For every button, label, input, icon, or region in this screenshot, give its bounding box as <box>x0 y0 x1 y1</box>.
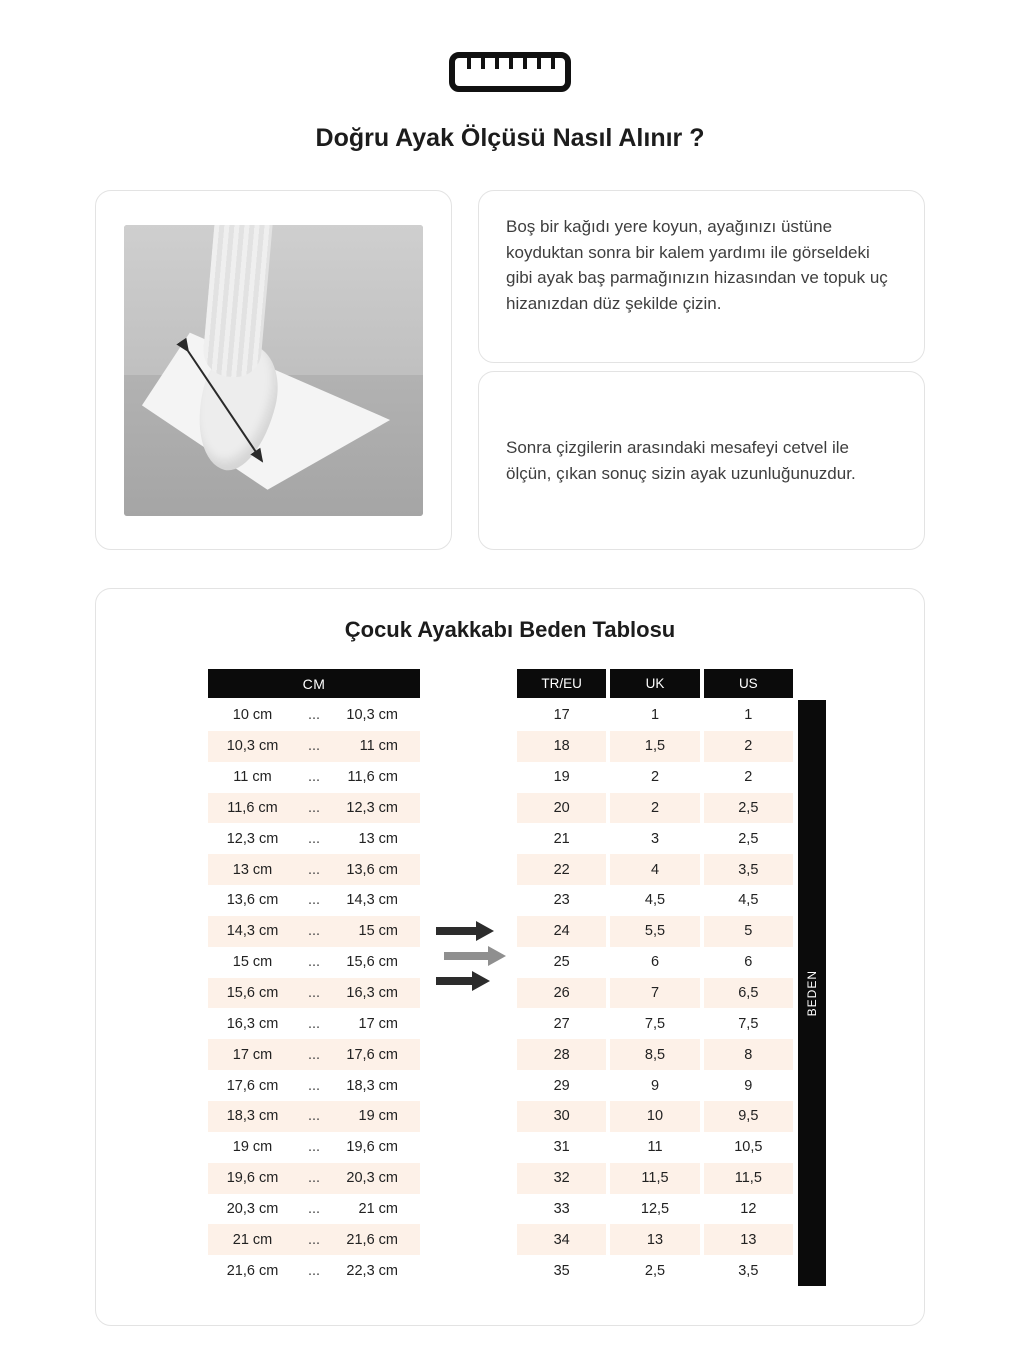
cm-to-value: 20,3 cm <box>346 1170 398 1187</box>
size-column-header: US <box>704 669 793 698</box>
uk-value: 8,5 <box>610 1039 699 1070</box>
size-table-row <box>517 1132 793 1163</box>
cm-from-value: 14,3 cm <box>226 923 279 940</box>
tr-eu-value: 28 <box>517 1039 606 1070</box>
cm-from-value: 15 cm <box>232 954 273 971</box>
range-separator: ... <box>307 1200 321 1217</box>
us-value: 3,5 <box>738 1262 759 1279</box>
size-table-row <box>517 885 793 916</box>
cm-to-value: 15,6 cm <box>346 954 398 971</box>
tr-eu-value: 17 <box>553 707 570 724</box>
tr-eu-value: 18 <box>517 731 606 762</box>
instruction-card-draw <box>478 190 925 363</box>
us-value: 2 <box>704 731 793 762</box>
cm-table-row <box>208 793 420 824</box>
cm-table-body <box>208 700 420 1286</box>
cm-to-value: 13,6 cm <box>346 861 398 878</box>
range-separator: ... <box>307 738 321 755</box>
size-table-title: Çocuk Ayakkabı Beden Tablosu <box>344 617 676 642</box>
tr-eu-value: 34 <box>517 1224 606 1255</box>
us-value: 7,5 <box>738 1015 759 1032</box>
us-value: 8 <box>704 1039 793 1070</box>
range-separator: ... <box>307 1231 321 1248</box>
cm-from-value: 10 cm <box>232 707 273 724</box>
cm-to-value: 13 cm <box>358 830 398 847</box>
range-separator: ... <box>307 1077 321 1094</box>
range-separator: ... <box>307 799 321 816</box>
uk-value: 7 <box>610 978 699 1009</box>
size-table-row <box>517 793 793 824</box>
ruler-icon <box>449 52 571 97</box>
cm-from-value: 10,3 cm <box>226 738 279 755</box>
cm-from-value: 19 cm <box>232 1139 273 1156</box>
size-column-header: TR/EU <box>517 669 606 698</box>
cm-to-value: 21,6 cm <box>346 1231 398 1248</box>
tr-eu-value: 25 <box>553 954 570 971</box>
cm-table-row <box>208 1255 420 1286</box>
uk-value: 2,5 <box>644 1262 666 1279</box>
uk-value: 1,5 <box>610 731 699 762</box>
tr-eu-value: 35 <box>553 1262 570 1279</box>
range-separator: ... <box>307 707 321 724</box>
range-separator: ... <box>307 954 321 971</box>
us-value: 9 <box>744 1077 753 1094</box>
uk-value: 3 <box>650 830 660 847</box>
us-value: 11,5 <box>704 1163 793 1194</box>
range-separator: ... <box>307 1262 321 1279</box>
cm-table-row <box>208 731 420 762</box>
us-value: 1 <box>744 707 753 724</box>
cm-table-row <box>208 885 420 916</box>
uk-value: 7,5 <box>644 1015 666 1032</box>
tr-eu-value: 23 <box>553 892 570 909</box>
uk-value: 10 <box>610 1101 699 1132</box>
uk-value: 6 <box>650 954 660 971</box>
uk-value: 11 <box>647 1139 663 1156</box>
cm-from-value: 11,6 cm <box>227 799 278 816</box>
size-table-row <box>517 1039 793 1070</box>
tr-eu-value: 20 <box>517 793 606 824</box>
cm-to-value: 18,3 cm <box>346 1077 398 1094</box>
us-value: 12 <box>740 1200 757 1217</box>
size-table-body <box>517 700 793 1286</box>
transfer-arrows-icon <box>436 919 508 998</box>
size-table-row <box>517 1194 793 1225</box>
size-table-row <box>517 1008 793 1039</box>
cm-from-value: 21 cm <box>232 1231 273 1248</box>
tr-eu-value: 26 <box>517 978 606 1009</box>
range-separator: ... <box>307 892 321 909</box>
foot-on-paper-image <box>124 225 423 516</box>
size-column-header: UK <box>610 669 699 698</box>
range-separator: ... <box>307 1015 321 1032</box>
tr-eu-value: 22 <box>517 854 606 885</box>
us-value: 9,5 <box>704 1101 793 1132</box>
cm-from-value: 21,6 cm <box>226 1262 279 1279</box>
size-table-card <box>95 588 925 1326</box>
beden-label: BEDEN <box>805 969 819 1017</box>
uk-value: 11,5 <box>610 1163 699 1194</box>
uk-value: 2 <box>650 769 660 786</box>
tr-eu-value: 21 <box>553 830 570 847</box>
cm-table-row <box>208 823 420 854</box>
tr-eu-value: 33 <box>553 1200 570 1217</box>
cm-from-value: 13 cm <box>232 861 273 878</box>
cm-table-row <box>208 1163 420 1194</box>
cm-table-row <box>208 854 420 885</box>
size-table-header <box>517 669 793 698</box>
us-value: 5 <box>704 916 793 947</box>
cm-to-value: 17 cm <box>358 1015 398 1032</box>
cm-to-value: 19 cm <box>358 1108 398 1125</box>
range-separator: ... <box>307 923 321 940</box>
tr-eu-value: 19 <box>553 769 570 786</box>
uk-value: 2 <box>610 793 699 824</box>
instruction-text-measure: Sonra çizgilerin arasındaki mesafeyi cetvel ile ölçün, çıkan sonuç sizin ayak uzunluğunuzdur. <box>506 438 856 483</box>
uk-value: 5,5 <box>610 916 699 947</box>
size-table-row <box>517 1070 793 1101</box>
size-table-row <box>517 1224 793 1255</box>
us-value: 2,5 <box>704 793 793 824</box>
cm-from-value: 20,3 cm <box>226 1200 279 1217</box>
us-value: 6,5 <box>704 978 793 1009</box>
cm-column-header: CM <box>208 669 420 698</box>
tr-eu-value: 27 <box>553 1015 570 1032</box>
size-table-row <box>517 1101 793 1132</box>
uk-value: 1 <box>650 707 660 724</box>
range-separator: ... <box>307 861 321 878</box>
size-table-row <box>517 1163 793 1194</box>
size-table-row <box>517 947 793 978</box>
us-value: 6 <box>744 954 753 971</box>
beden-side-bar <box>798 700 826 1286</box>
cm-from-value: 12,3 cm <box>226 830 279 847</box>
us-value: 3,5 <box>704 854 793 885</box>
size-table-row <box>517 762 793 793</box>
tr-eu-value: 29 <box>553 1077 570 1094</box>
cm-table-row <box>208 1194 420 1225</box>
cm-table-row <box>208 1101 420 1132</box>
uk-value: 4 <box>610 854 699 885</box>
cm-from-value: 15,6 cm <box>226 985 279 1002</box>
cm-to-value: 11,6 cm <box>347 769 398 786</box>
cm-to-value: 16,3 cm <box>346 985 398 1002</box>
cm-to-value: 17,6 cm <box>346 1046 398 1063</box>
cm-table-row <box>208 762 420 793</box>
uk-value: 4,5 <box>644 892 666 909</box>
tr-eu-value: 31 <box>553 1139 570 1156</box>
cm-table-row <box>208 1132 420 1163</box>
range-separator: ... <box>307 1170 321 1187</box>
cm-table-row <box>208 1039 420 1070</box>
cm-to-value: 19,6 cm <box>346 1139 398 1156</box>
tr-eu-value: 30 <box>517 1101 606 1132</box>
tr-eu-value: 32 <box>517 1163 606 1194</box>
measurement-arrow <box>124 225 423 516</box>
uk-value: 13 <box>610 1224 699 1255</box>
range-separator: ... <box>307 830 321 847</box>
cm-table-row <box>208 1070 420 1101</box>
range-separator: ... <box>307 1108 321 1125</box>
size-table-row <box>517 916 793 947</box>
size-table-row <box>517 978 793 1009</box>
cm-to-value: 10,3 cm <box>346 707 398 724</box>
tr-eu-value: 24 <box>517 916 606 947</box>
size-table-row <box>517 854 793 885</box>
cm-from-value: 16,3 cm <box>226 1015 279 1032</box>
instruction-card-measure <box>478 371 925 550</box>
cm-table-row <box>208 1008 420 1039</box>
size-table-row <box>517 731 793 762</box>
cm-to-value: 22,3 cm <box>346 1262 398 1279</box>
cm-table-row <box>208 700 420 731</box>
cm-table-row <box>208 978 420 1009</box>
us-value: 2 <box>744 769 753 786</box>
cm-to-value: 15 cm <box>358 923 398 940</box>
us-value: 10,5 <box>734 1139 763 1156</box>
cm-from-value: 18,3 cm <box>226 1108 279 1125</box>
cm-to-value: 11 cm <box>359 738 398 755</box>
cm-table-row <box>208 1224 420 1255</box>
cm-to-value: 12,3 cm <box>346 799 398 816</box>
foot-measure-photo-card <box>95 190 452 550</box>
size-table-row <box>517 823 793 854</box>
cm-from-value: 17 cm <box>232 1046 273 1063</box>
size-table-row <box>517 700 793 731</box>
cm-to-value: 14,3 cm <box>346 892 398 909</box>
us-value: 2,5 <box>738 830 759 847</box>
size-table-row <box>517 1255 793 1286</box>
page-title: Doğru Ayak Ölçüsü Nasıl Alınır ? <box>315 124 705 152</box>
cm-from-value: 17,6 cm <box>226 1077 279 1094</box>
range-separator: ... <box>307 1139 321 1156</box>
cm-from-value: 19,6 cm <box>226 1170 279 1187</box>
cm-table-row <box>208 947 420 978</box>
us-value: 13 <box>704 1224 793 1255</box>
range-separator: ... <box>307 985 321 1002</box>
instruction-text-draw: Boş bir kağıdı yere koyun, ayağınızı üstüne koyduktan sonra bir kalem yardımı ile görseldeki gibi ayak baş parmağınızın hizasından ve topuk uç hizanızdan düz şekilde çizin. <box>506 217 888 313</box>
uk-value: 9 <box>650 1077 660 1094</box>
range-separator: ... <box>307 769 321 786</box>
cm-to-value: 21 cm <box>358 1200 398 1217</box>
range-separator: ... <box>307 1046 321 1063</box>
uk-value: 12,5 <box>640 1200 670 1217</box>
cm-table-row <box>208 916 420 947</box>
us-value: 4,5 <box>738 892 759 909</box>
cm-from-value: 11 cm <box>233 769 272 786</box>
cm-from-value: 13,6 cm <box>226 892 279 909</box>
